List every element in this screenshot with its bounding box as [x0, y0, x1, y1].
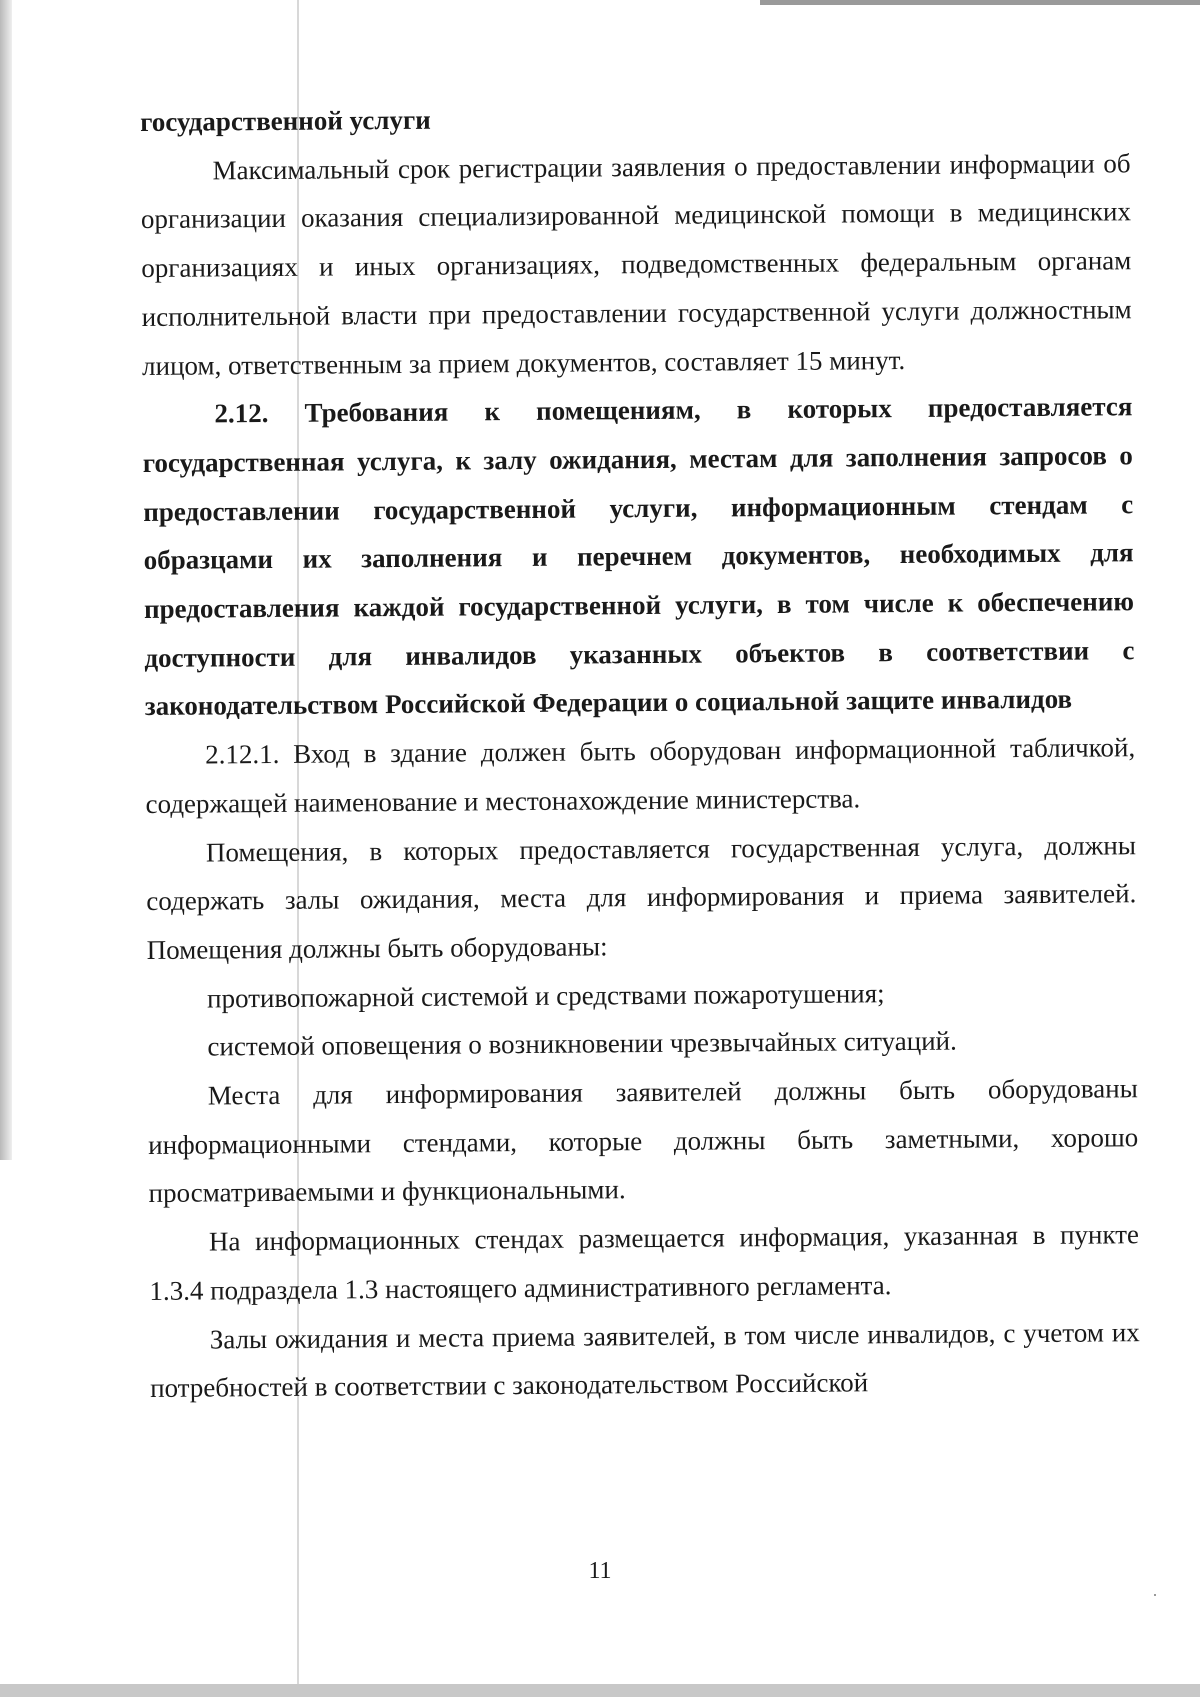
scan-edge-left: [0, 0, 12, 1160]
scan-edge-top: [760, 0, 1200, 5]
document-body: [140, 90, 1140, 1413]
list-item-fire-system: противопожарной системой и средствами пожаротушения;: [206, 977, 885, 1014]
paragraph-premises: Помещения, в которых предоставляется государственная услуга, должны содержать залы ожидания, места для информирования и приема заявителей. Помещения должны быть оборудованы:: [146, 829, 1137, 965]
paragraph-2-12-1: 2.12.1. Вход в здание должен быть оборудован информационной табличкой, содержащей наименование и местонахождение министерства.: [145, 732, 1136, 819]
page-number: 11: [588, 1558, 612, 1584]
scan-speck: [1154, 1594, 1156, 1596]
paragraph-stand-information: На информационных стендах размещается информация, указанная в пункте 1.3.4 подраздела 1.3 настоящего административного регламента.: [149, 1219, 1140, 1306]
paragraph-registration-time: Максимальный срок регистрации заявления о предоставлении информации об организации оказания специализированной медицинской помощи в медицинских организациях и иных организациях, подведомственных федеральным органам исполнительной власти при предоставлении государственной услуги должностным лицом, ответственным за прием документов, составляет 15 минут.: [140, 147, 1132, 381]
paragraph-waiting-halls: Залы ожидания и места приема заявителей, в том числе инвалидов, с учетом их потребностей в соответствии с законодательством Российской: [150, 1316, 1140, 1404]
section-heading-tail: государственной услуги: [140, 104, 431, 137]
section-heading-2-12: 2.12. Требования к помещениям, в которых предоставляется государственная услуга, к залу ожидания, местам для заполнения запросов о предоставлении государственной услуги, информационным стендам с образцами их заполнения и перечнем документов, необходимых для предоставления каждой государственной услуги, в том числе к обеспечению доступности для инвалидов указанных объектов в соответствии с законодательством Российской Федерации о социальной защите инвалидов: [142, 391, 1135, 722]
paragraph-info-stands: Места для информирования заявителей должны быть оборудованы информационными стендами, которые должны быть заметными, хорошо просматриваемыми и функциональными.: [148, 1073, 1139, 1209]
list-item-alert-system: системой оповещения о возникновении чрезвычайных ситуаций.: [207, 1025, 957, 1062]
